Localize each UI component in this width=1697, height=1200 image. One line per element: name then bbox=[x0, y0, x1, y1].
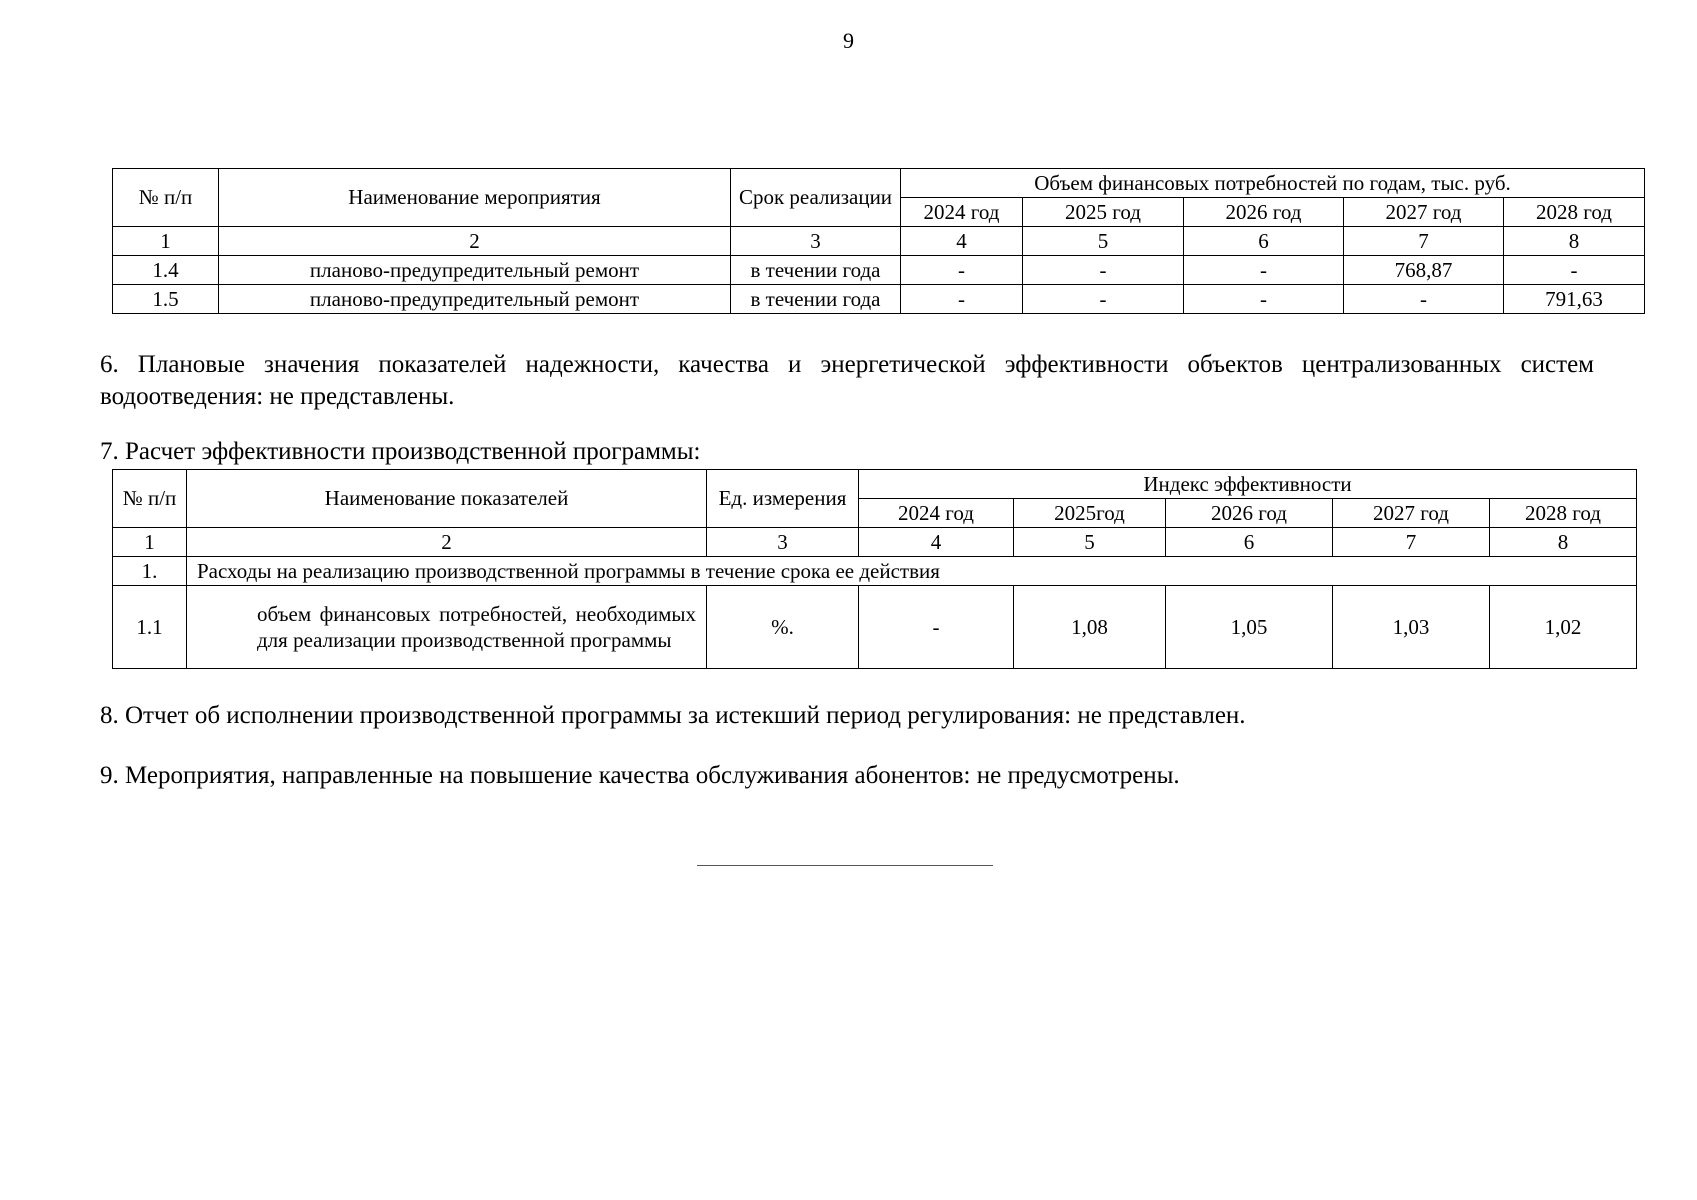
row-value: - bbox=[901, 285, 1023, 314]
header-index: Индекс эффективности bbox=[859, 470, 1637, 499]
header-name: Наименование мероприятия bbox=[219, 169, 731, 227]
table-row bbox=[113, 285, 1645, 314]
financial-needs-table bbox=[112, 168, 1645, 314]
table-header-row bbox=[113, 169, 1645, 198]
row-value: 1,05 bbox=[1166, 586, 1333, 669]
header-year: 2026 год bbox=[1184, 198, 1344, 227]
column-index: 6 bbox=[1184, 227, 1344, 256]
column-index: 7 bbox=[1333, 528, 1490, 557]
column-index: 2 bbox=[187, 528, 707, 557]
column-index: 4 bbox=[859, 528, 1014, 557]
page-number: 9 bbox=[843, 28, 854, 53]
column-index: 5 bbox=[1023, 227, 1184, 256]
row-value: - bbox=[1023, 285, 1184, 314]
row-term: в течении года bbox=[731, 256, 901, 285]
paragraph-6: 6. Плановые значения показателей надежности, качества и энергетической эффективности объектов централизованных систем водоотведения: не представлены. bbox=[100, 351, 1594, 410]
header-year: 2025год bbox=[1014, 499, 1166, 528]
row-num: 1.4 bbox=[113, 256, 219, 285]
section-title: Расходы на реализацию производственной программы в течение срока ее действия bbox=[187, 557, 1637, 586]
column-index-row bbox=[113, 528, 1637, 557]
column-index: 1 bbox=[113, 528, 187, 557]
paragraph-8: 8. Отчет об исполнении производственной программы за истекший период регулирования: не представлен. bbox=[100, 702, 1246, 729]
column-index: 6 bbox=[1166, 528, 1333, 557]
row-value: 1,03 bbox=[1333, 586, 1490, 669]
row-value: - bbox=[1184, 285, 1344, 314]
header-year: 2028 год bbox=[1504, 198, 1645, 227]
row-name: планово-предупредительный ремонт bbox=[219, 256, 731, 285]
efficiency-table bbox=[112, 469, 1637, 669]
row-value: - bbox=[1504, 256, 1645, 285]
table-row bbox=[113, 586, 1637, 669]
column-index: 8 bbox=[1490, 528, 1637, 557]
column-index: 2 bbox=[219, 227, 731, 256]
row-unit: %. bbox=[707, 586, 859, 669]
header-year: 2026 год bbox=[1166, 499, 1333, 528]
paragraph-9: 9. Мероприятия, направленные на повышение качества обслуживания абонентов: не предусмотрены. bbox=[100, 762, 1180, 789]
section-num: 1. bbox=[113, 557, 187, 586]
row-name: объем финансовых потребностей, необходимых для реализации производственной программы bbox=[187, 586, 707, 669]
row-value: 791,63 bbox=[1504, 285, 1645, 314]
row-term: в течении года bbox=[731, 285, 901, 314]
column-index: 4 bbox=[901, 227, 1023, 256]
header-year: 2027 год bbox=[1333, 499, 1490, 528]
header-year: 2027 год bbox=[1344, 198, 1504, 227]
row-value: - bbox=[859, 586, 1014, 669]
column-index: 5 bbox=[1014, 528, 1166, 557]
section-row bbox=[113, 557, 1637, 586]
header-year: 2025 год bbox=[1023, 198, 1184, 227]
paragraph-7: 7. Расчет эффективности производственной программы: bbox=[100, 438, 701, 465]
row-name: планово-предупредительный ремонт bbox=[219, 285, 731, 314]
header-year: 2028 год bbox=[1490, 499, 1637, 528]
table-header-row bbox=[113, 470, 1637, 499]
header-name: Наименование показателей bbox=[187, 470, 707, 528]
table-row bbox=[113, 256, 1645, 285]
row-num: 1.5 bbox=[113, 285, 219, 314]
row-value: - bbox=[1023, 256, 1184, 285]
header-unit: Ед. измерения bbox=[707, 470, 859, 528]
column-index: 1 bbox=[113, 227, 219, 256]
header-year: 2024 год bbox=[901, 198, 1023, 227]
header-year: 2024 год bbox=[859, 499, 1014, 528]
row-value: 1,08 bbox=[1014, 586, 1166, 669]
header-num: № п/п bbox=[113, 470, 187, 528]
row-num: 1.1 bbox=[113, 586, 187, 669]
row-value: - bbox=[1344, 285, 1504, 314]
header-term: Срок реализации bbox=[731, 169, 901, 227]
footer-divider bbox=[697, 865, 993, 866]
header-num: № п/п bbox=[113, 169, 219, 227]
column-index: 7 bbox=[1344, 227, 1504, 256]
header-volume: Объем финансовых потребностей по годам, тыс. руб. bbox=[901, 169, 1645, 198]
column-index: 8 bbox=[1504, 227, 1645, 256]
column-index: 3 bbox=[731, 227, 901, 256]
column-index-row bbox=[113, 227, 1645, 256]
row-value: 1,02 bbox=[1490, 586, 1637, 669]
row-value: - bbox=[901, 256, 1023, 285]
row-value: 768,87 bbox=[1344, 256, 1504, 285]
column-index: 3 bbox=[707, 528, 859, 557]
row-value: - bbox=[1184, 256, 1344, 285]
